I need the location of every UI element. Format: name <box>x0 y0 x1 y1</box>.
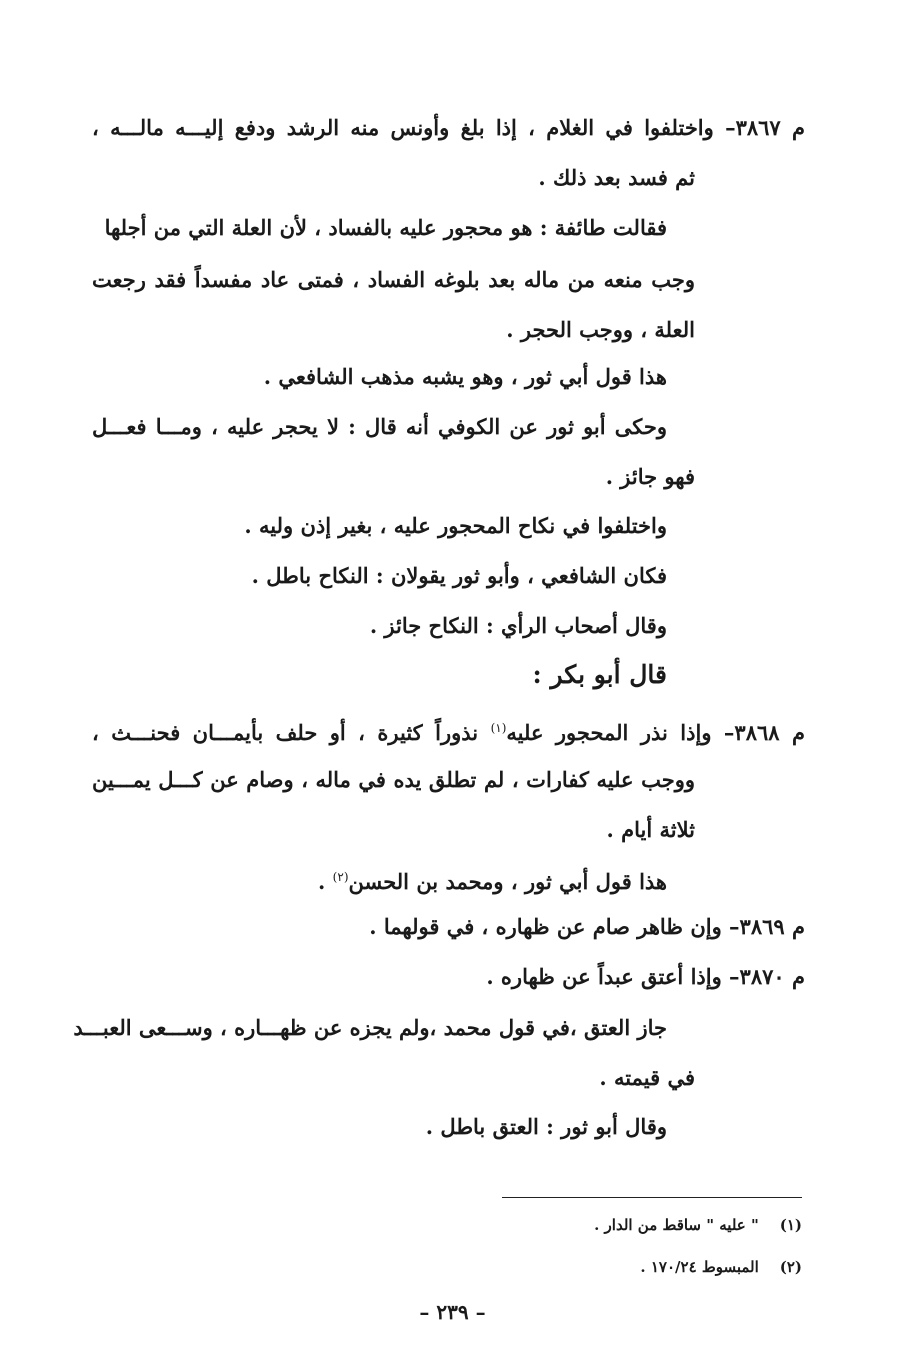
paragraph-line: ثم فسد بعد ذلك . <box>538 165 695 190</box>
paragraph-line: فقالت طائفة : هو محجور عليه بالفساد ، لأن العلة التي من أجلها <box>104 215 667 240</box>
section-heading: قال أبو بكر : <box>532 660 667 689</box>
paragraph-line: فكان الشافعي ، وأبو ثور يقولان : النكاح باطل . <box>251 563 667 588</box>
paragraph-line: م ٣٨٦٨– وإذا نذر المحجور عليه$^{(١)}$ نذوراً كثيرة ، أو حلف بأيمـــان فحنـــث ، <box>92 720 805 745</box>
paragraph-line: م ٣٨٦٩– وإن ظاهر صام عن ظهاره ، في قولهما . <box>369 914 805 939</box>
paragraph-line: م ٣٨٧٠– وإذا أعتق عبداً عن ظهاره . <box>486 964 805 989</box>
paragraph-line: واختلفوا في نكاح المحجور عليه ، بغير إذن وليه . <box>244 513 667 538</box>
footnote-number: (١) <box>779 1216 802 1234</box>
paragraph-line: العلة ، ووجب الحجر . <box>506 317 695 342</box>
paragraph-line: وقال أصحاب الرأي : النكاح جائز . <box>369 613 667 638</box>
paragraph-line: فهو جائز . <box>605 464 695 489</box>
paragraph-line: وقال أبو ثور : العتق باطل . <box>425 1114 667 1139</box>
paragraph-line: وجب منعه من ماله بعد بلوغه الفساد ، فمتى عاد مفسداً فقد رجعت <box>92 267 695 292</box>
paragraph-line: في قيمته . <box>599 1065 695 1090</box>
footnote-ref-1: (١) <box>490 721 507 735</box>
footnote-number: (٢) <box>779 1258 802 1276</box>
paragraph-line: ثلاثة أيام . <box>606 817 695 842</box>
page-number: – ٢٣٩ – <box>419 1300 486 1324</box>
footnote-ref-2: (٢) <box>332 870 349 884</box>
paragraph-line: جاز العتق ،في قول محمد ،ولم يجزه عن ظهـــاره ، وســـعى العبـــد <box>73 1015 667 1040</box>
paragraph-line: وحكى أبو ثور عن الكوفي أنه قال : لا يحجر عليه ، ومـــا فعـــل <box>92 414 667 439</box>
paragraph-line: هذا قول أبي ثور ، ومحمد بن الحسن$^{(٢)}$ . <box>318 869 667 894</box>
footnote-text: المبسوط ١٧٠/٢٤ . <box>640 1258 759 1276</box>
footnote-text: " عليه " ساقط من الدار . <box>594 1216 759 1234</box>
footnote-divider <box>502 1197 802 1198</box>
footnote-2 <box>640 1256 802 1278</box>
paragraph-line: هذا قول أبي ثور ، وهو يشبه مذهب الشافعي . <box>263 364 667 389</box>
footnote-1 <box>594 1214 802 1236</box>
paragraph-line: م ٣٨٦٧– واختلفوا في الغلام ، إذا بلغ وأونس منه الرشد ودفع إليـــه مالـــه ، <box>92 115 805 140</box>
paragraph-line: ووجب عليه كفارات ، لم تطلق يده في ماله ، وصام عن كـــل يمـــين <box>92 767 695 792</box>
